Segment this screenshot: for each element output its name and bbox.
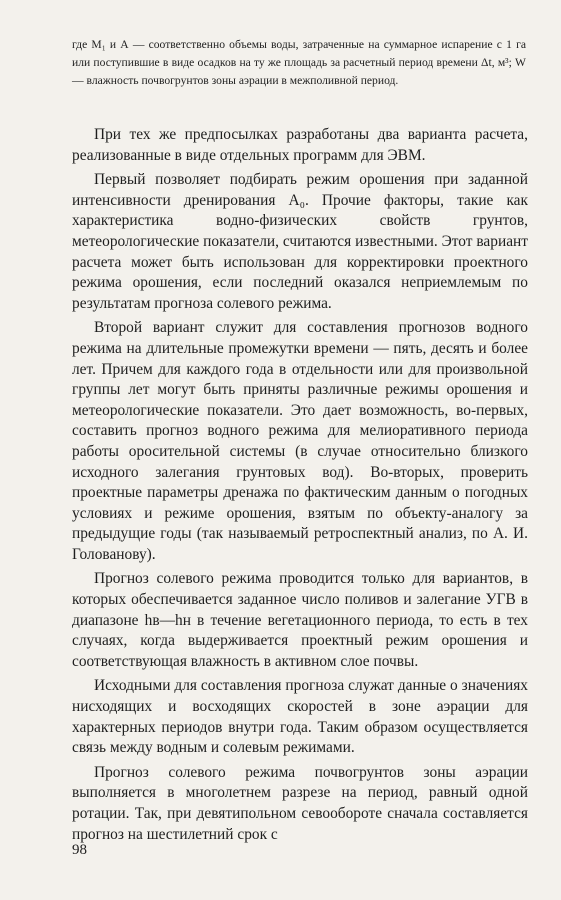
main-text <box>72 125 528 845</box>
page-number: 98 <box>72 842 87 858</box>
paragraph-2: Первый позволяет подбирать режим орошения при заданной интенсивности дренирования A₀. Прочие факторы, такие как характеристика водно-физических свойств грунтов, метеорологические показатели, считаются известными. Этот вариант расчета может быть использован для корректировки проектного режима орошения, если последний оказался неприемлемым по результатам прогноза солевого режима. <box>72 171 528 312</box>
formula-explanation: где М₁ и А — соответственно объемы воды, затраченные на суммарное испарение с 1 га или поступившие в виде осадков на ту же площадь за расчетный период времени Δt, м³; W — влажность почвогрунтов зоны аэрации в межполивной период. <box>72 38 526 88</box>
paragraph-5: Исходными для составления прогноза служат данные о значениях нисходящих и восходящих скоростей в зоне аэрации для характерных периодов внутри года. Таким образом осуществляется связь между водным и солевым режимами. <box>72 677 528 757</box>
paragraph-1: При тех же предпосылках разработаны два варианта расчета, реализованные в виде отдельных программ для ЭВМ. <box>72 126 528 164</box>
paragraph-3: Второй вариант служит для составления прогнозов водного режима на длительные промежутки времени — пять, десять и более лет. Причем для каждого года в отдельности или для произвольной группы лет могут быть приняты различные режимы орошения и метеорологические показатели. Это дает возможность, во-первых, составить прогноз водного режима для мелиоративного периода работы оросительной системы (в случае относительно близкого исходного залегания грунтовых вод). Во-вторых, проверить проектные параметры дренажа по фактическим данным о погодных условиях и режиме орошения, взятым по объекту-аналогу за предыдущие годы (так называемый ретроспектный анализ, по А. И. Голованову). <box>72 319 528 563</box>
paragraph-6: Прогноз солевого режима почвогрунтов зоны аэрации выполняется в многолетнем разрезе на период, равный одной ротации. Так, при девятипольном севообороте сначала составляется прогноз на шестилетний срок с <box>72 763 528 843</box>
paragraph-4: Прогноз солевого режима проводится только для вариантов, в которых обеспечивается заданное число поливов и залегание УГВ в диапазоне hв—hн в течение вегетационного периода, то есть в тех случаях, когда выдерживается проектный режим орошения и соответствующая влажность в активном слое почвы. <box>72 570 528 670</box>
